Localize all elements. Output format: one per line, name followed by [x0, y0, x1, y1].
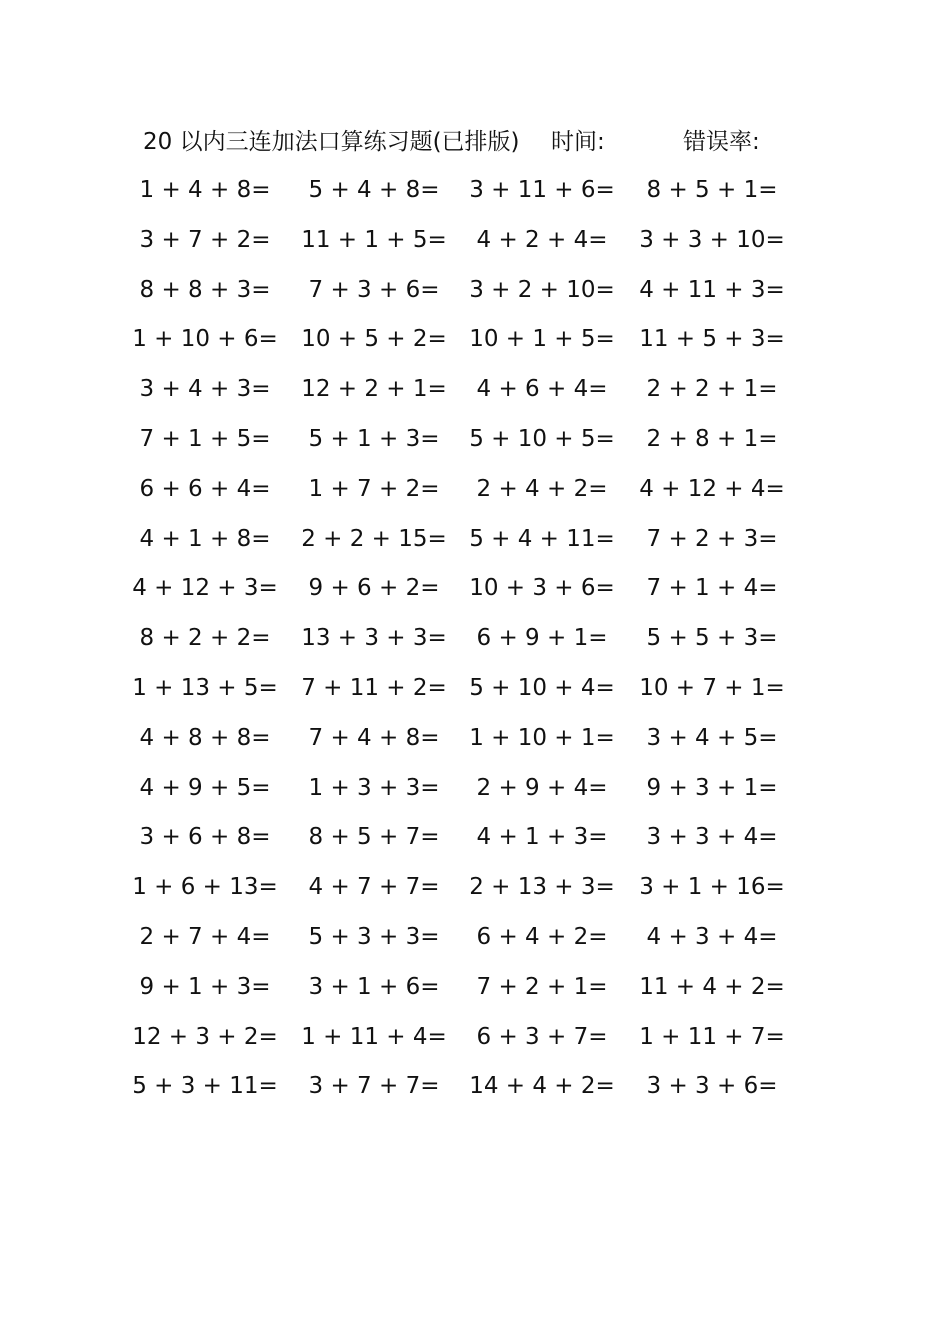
problem-item: 6 + 4 + 2=	[476, 923, 608, 950]
problem-item: 14 + 4 + 2=	[469, 1073, 615, 1100]
problem-item: 2 + 13 + 3=	[469, 874, 615, 901]
problem-item: 5 + 3 + 11=	[132, 1073, 278, 1100]
problem-item: 1 + 6 + 13=	[132, 874, 278, 901]
problem-item: 2 + 2 + 1=	[646, 376, 778, 403]
page-title: 20 以内三连加法口算练习题(已排版)	[143, 129, 520, 155]
problem-row	[0, 813, 950, 863]
header-row	[143, 124, 783, 160]
problem-item: 3 + 2 + 10=	[469, 276, 615, 303]
problem-item: 4 + 7 + 7=	[308, 874, 440, 901]
problem-row	[0, 415, 950, 465]
problem-item: 2 + 8 + 1=	[646, 425, 778, 452]
problem-item: 4 + 11 + 3=	[639, 276, 785, 303]
problem-item: 9 + 6 + 2=	[308, 575, 440, 602]
problem-row	[0, 465, 950, 515]
problem-item: 7 + 2 + 3=	[646, 525, 778, 552]
problem-item: 3 + 7 + 7=	[308, 1073, 440, 1100]
problem-item: 8 + 8 + 3=	[139, 276, 271, 303]
problem-item: 4 + 1 + 3=	[476, 824, 608, 851]
problem-item: 9 + 1 + 3=	[139, 973, 271, 1000]
problem-item: 5 + 3 + 3=	[308, 923, 440, 950]
time-label: 时间:	[551, 129, 605, 155]
problem-row	[0, 315, 950, 365]
problem-item: 11 + 1 + 5=	[301, 226, 447, 253]
problem-item: 3 + 11 + 6=	[469, 177, 615, 203]
problem-row	[0, 614, 950, 664]
problem-item: 4 + 9 + 5=	[139, 774, 271, 801]
problem-item: 1 + 10 + 1=	[469, 724, 615, 751]
problem-item: 3 + 4 + 3=	[139, 376, 271, 403]
problem-item: 3 + 6 + 8=	[139, 824, 271, 851]
problem-item: 4 + 3 + 4=	[646, 923, 778, 950]
problem-item: 4 + 6 + 4=	[476, 376, 608, 403]
problem-item: 7 + 1 + 4=	[646, 575, 778, 602]
problem-row	[0, 365, 950, 415]
problem-item: 1 + 3 + 3=	[308, 774, 440, 801]
problem-item: 3 + 7 + 2=	[139, 226, 271, 253]
problem-item: 3 + 1 + 16=	[639, 874, 785, 901]
problem-row	[0, 216, 950, 266]
error-rate-label: 错误率:	[683, 129, 760, 155]
problem-item: 3 + 3 + 6=	[646, 1073, 778, 1100]
problem-item: 8 + 5 + 7=	[308, 824, 440, 851]
problem-item: 8 + 5 + 1=	[646, 177, 778, 203]
problem-row	[0, 963, 950, 1013]
problem-item: 10 + 1 + 5=	[469, 326, 615, 353]
problem-item: 6 + 6 + 4=	[139, 475, 271, 502]
problem-row	[0, 166, 950, 216]
problem-item: 2 + 2 + 15=	[301, 525, 447, 552]
problem-item: 12 + 2 + 1=	[301, 376, 447, 403]
problem-item: 5 + 1 + 3=	[308, 425, 440, 452]
problem-row	[0, 863, 950, 913]
problem-item: 5 + 10 + 5=	[469, 425, 615, 452]
problem-row	[0, 664, 950, 714]
problem-item: 1 + 10 + 6=	[132, 326, 278, 353]
problem-row	[0, 1013, 950, 1063]
problem-item: 7 + 2 + 1=	[476, 973, 608, 1000]
problem-row	[0, 515, 950, 565]
problem-row	[0, 266, 950, 316]
problem-row	[0, 913, 950, 963]
problem-item: 7 + 3 + 6=	[308, 276, 440, 303]
problem-item: 4 + 2 + 4=	[476, 226, 608, 253]
problem-item: 4 + 12 + 3=	[132, 575, 278, 602]
problem-item: 4 + 1 + 8=	[139, 525, 271, 552]
problem-item: 1 + 7 + 2=	[308, 475, 440, 502]
problem-item: 3 + 1 + 6=	[308, 973, 440, 1000]
problem-item: 9 + 3 + 1=	[646, 774, 778, 801]
problem-item: 10 + 3 + 6=	[469, 575, 615, 602]
problem-item: 3 + 4 + 5=	[646, 724, 778, 751]
problem-item: 5 + 5 + 3=	[646, 625, 778, 652]
problem-row	[0, 564, 950, 614]
problem-item: 5 + 10 + 4=	[469, 674, 615, 701]
problem-item: 2 + 9 + 4=	[476, 774, 608, 801]
problem-item: 1 + 4 + 8=	[139, 177, 271, 203]
problem-row	[0, 1062, 950, 1112]
problem-item: 3 + 3 + 4=	[646, 824, 778, 851]
problem-item: 2 + 7 + 4=	[139, 923, 271, 950]
problem-row	[0, 714, 950, 764]
problem-item: 4 + 12 + 4=	[639, 475, 785, 502]
problem-item: 11 + 4 + 2=	[639, 973, 785, 1000]
problem-item: 10 + 5 + 2=	[301, 326, 447, 353]
problem-item: 4 + 8 + 8=	[139, 724, 271, 751]
problem-item: 8 + 2 + 2=	[139, 625, 271, 652]
problem-row	[0, 764, 950, 814]
problem-item: 10 + 7 + 1=	[639, 674, 785, 701]
problem-item: 12 + 3 + 2=	[132, 1023, 278, 1050]
problem-item: 13 + 3 + 3=	[301, 625, 447, 652]
problem-item: 5 + 4 + 8=	[308, 177, 440, 203]
problem-item: 1 + 11 + 4=	[301, 1023, 447, 1050]
problem-item: 1 + 11 + 7=	[639, 1023, 785, 1050]
problem-item: 2 + 4 + 2=	[476, 475, 608, 502]
problem-item: 11 + 5 + 3=	[639, 326, 785, 353]
problem-item: 7 + 1 + 5=	[139, 425, 271, 452]
problem-grid	[0, 166, 950, 1112]
problem-item: 7 + 4 + 8=	[308, 724, 440, 751]
problem-item: 6 + 9 + 1=	[476, 625, 608, 652]
problem-item: 5 + 4 + 11=	[469, 525, 615, 552]
problem-item: 1 + 13 + 5=	[132, 674, 278, 701]
problem-item: 6 + 3 + 7=	[476, 1023, 608, 1050]
problem-item: 7 + 11 + 2=	[301, 674, 447, 701]
problem-item: 3 + 3 + 10=	[639, 226, 785, 253]
